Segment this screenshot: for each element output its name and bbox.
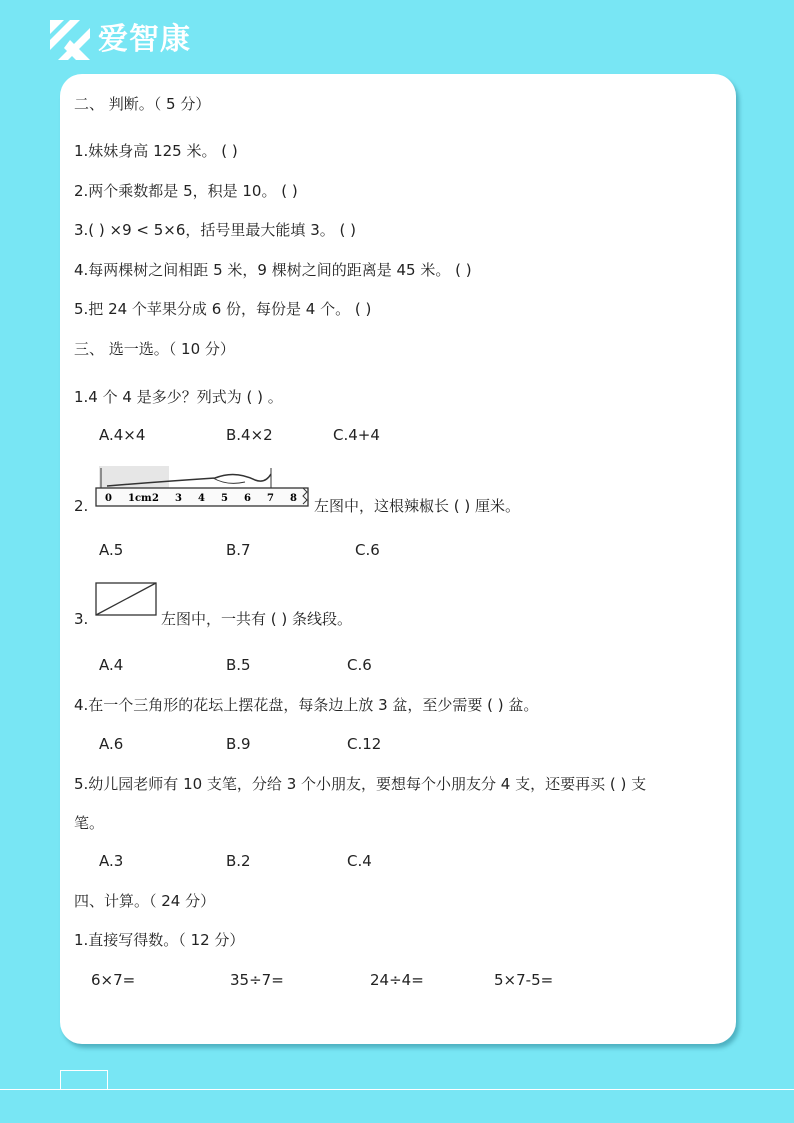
choose-q3-number: 3. [74,610,89,628]
ruler-label-6: 6 [244,493,251,504]
q5-option-c: C.4 [347,852,372,870]
choose-q1: 1.4 个 4 是多少？列式为 ( ) 。 [74,388,283,406]
ruler-label-0: 0 [105,493,112,504]
q4-option-a: A.6 [99,735,124,753]
judge-item-2: 2.两个乘数都是 5，积是 10。 ( ) [74,182,298,200]
choose-q2-text: 左图中，这根辣椒长 ( ) 厘米。 [314,497,521,515]
calc-item-3: 24÷4= [370,971,424,989]
q3-option-c: C.6 [347,656,372,674]
choose-q5-cont: 笔。 [74,814,105,832]
q1-option-b: B.4×2 [226,426,273,444]
judge-item-3: 3.( ) ×9 < 5×6，括号里最大能填 3。 ( ) [74,221,356,239]
choose-q3-text: 左图中，一共有 ( ) 条线段。 [161,610,353,628]
calc-item-4: 5×7-5= [494,971,554,989]
footer-tab [60,1070,108,1090]
choose-q2-number: 2. [74,497,89,515]
q1-option-a: A.4×4 [99,426,146,444]
footer-divider [0,1089,794,1090]
section-choose-heading: 三、 选一选。（ 10 分） [74,340,235,358]
calc-sub-heading: 1.直接写得数。（ 12 分） [74,931,245,949]
calc-item-1: 6×7= [91,971,136,989]
ruler-label-8: 8 [290,493,297,504]
q2-option-c: C.6 [355,541,380,559]
q1-option-c: C.4+4 [333,426,380,444]
section-calc-heading: 四、计算。（ 24 分） [74,892,216,910]
judge-item-5: 5.把 24 个苹果分成 6 份，每份是 4 个。 ( ) [74,300,372,318]
ruler-label-4: 4 [198,493,205,504]
judge-item-4: 4.每两棵树之间相距 5 米，9 棵树之间的距离是 45 米。 ( ) [74,261,472,279]
calc-item-2: 35÷7= [230,971,284,989]
ruler-label-1cm: 1cm [128,493,152,504]
section-judge-heading: 二、 判断。（ 5 分） [74,95,211,113]
ruler-label-3: 3 [175,493,182,504]
header-bar [0,0,794,80]
q4-option-c: C.12 [347,735,382,753]
rectangle-diagonal-figure [95,582,159,618]
worksheet-card [60,74,736,1044]
ruler-label-2: 2 [152,493,159,504]
ruler-label-5: 5 [221,493,228,504]
q3-option-a: A.4 [99,656,124,674]
judge-item-1: 1.妹妹身高 125 米。 ( ) [74,142,238,160]
choose-q5: 5.幼儿园老师有 10 支笔，分给 3 个小朋友，要想每个小朋友分 4 支，还要再买 ( ) 支 [74,775,647,793]
choose-q4: 4.在一个三角形的花坛上摆花盘，每条边上放 3 盆，至少需要 ( ) 盆。 [74,696,539,714]
q2-option-b: B.7 [226,541,251,559]
k-logo-icon [50,20,90,60]
q4-option-b: B.9 [226,735,251,753]
q3-option-b: B.5 [226,656,251,674]
q2-option-a: A.5 [99,541,124,559]
q5-option-a: A.3 [99,852,124,870]
ruler-label-7: 7 [267,493,274,504]
ruler-pepper-figure [95,464,311,508]
q5-option-b: B.2 [226,852,251,870]
brand-name: 爱智康 [98,22,191,57]
